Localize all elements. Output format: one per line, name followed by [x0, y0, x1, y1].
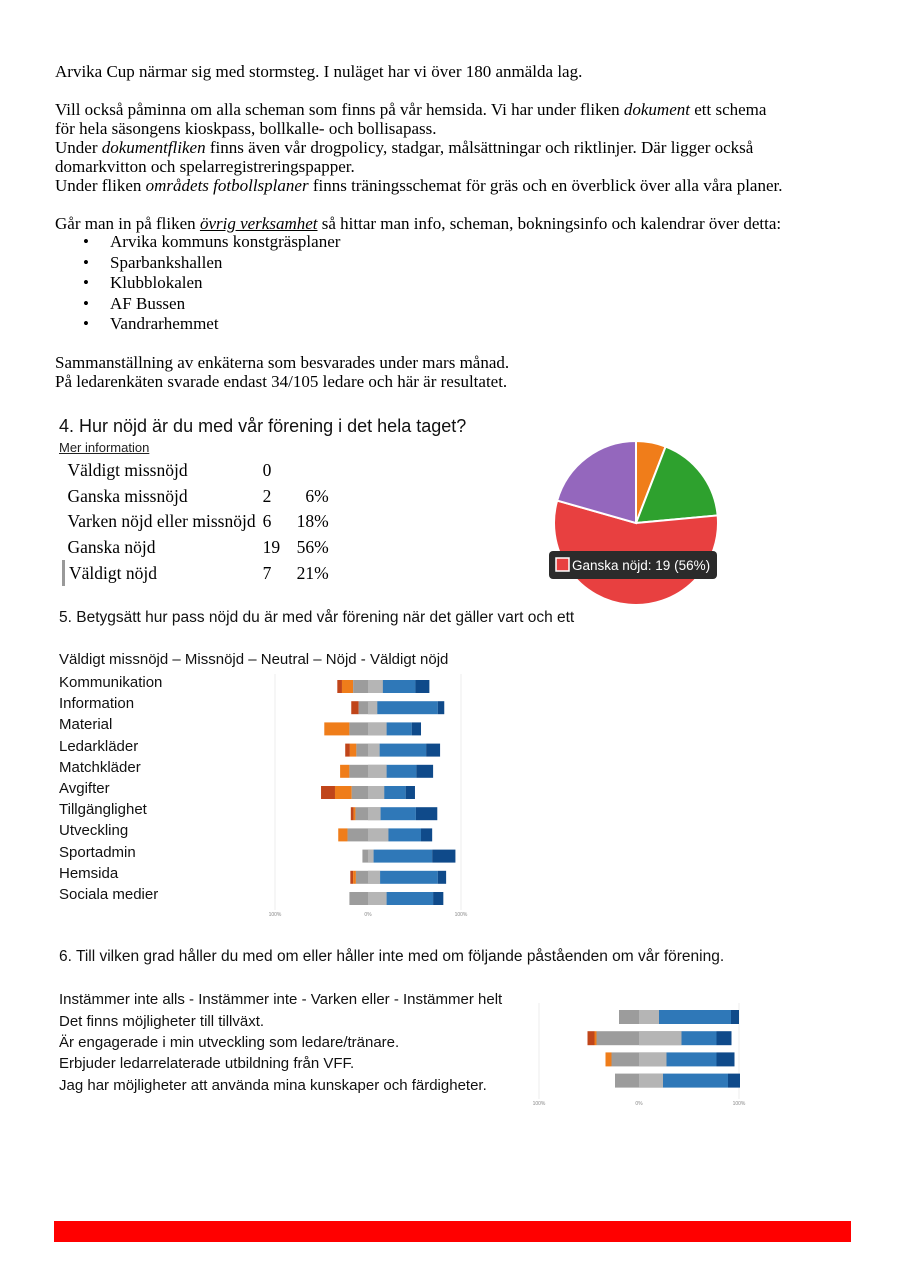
bar-segment [335, 786, 352, 799]
bar-segment-neutral-right [368, 871, 380, 884]
bar-segment [416, 765, 433, 778]
bar-segment-neutral-right [639, 1010, 659, 1024]
q6-scale-legend: Instämmer inte alls - Instämmer inte - Varken eller - Instämmer helt [59, 991, 503, 1008]
bar-segment [682, 1031, 717, 1045]
bar-segment [351, 807, 354, 820]
bar-segment [337, 680, 342, 693]
bar-segment [595, 1031, 597, 1045]
bar-segment-neutral-right [639, 1052, 667, 1066]
bar-segment-neutral-right [368, 765, 387, 778]
bar-segment [340, 765, 349, 778]
bar-segment-neutral-right [368, 850, 374, 863]
bar-segment [384, 786, 405, 799]
bar-segment [663, 1074, 728, 1088]
bar-segment [387, 892, 434, 905]
bar-segment [324, 722, 349, 735]
q5-row-label: Material [59, 716, 113, 734]
bar-segment [387, 765, 417, 778]
intro-paragraph-5: Går man in på fliken övrig verksamhet så hittar man info, scheman, bokningsinfo och kalendrar över detta: [55, 214, 782, 233]
list-item: • AF Bussen [55, 294, 340, 315]
table-row: Väldigt nöjd 7 21% [64, 560, 334, 586]
q5-row-label: Kommunikation [59, 674, 163, 691]
q5-row-label: Utveckling [59, 822, 129, 840]
bar-segment [338, 828, 347, 841]
q5-row-label: Hemsida [59, 864, 119, 882]
bar-segment [606, 1052, 612, 1066]
axis-tick-label: 100% [732, 1101, 746, 1107]
q5-row-label: Tillgänglighet [59, 801, 147, 819]
table-row: Ganska nöjd 19 56% [67, 537, 329, 558]
q4-pie-chart [540, 430, 740, 615]
q6-row-label: Är engagerade i min utveckling som ledare/tränare. [59, 1034, 400, 1052]
bar-segment [345, 744, 350, 757]
bar-segment [406, 786, 415, 799]
bar-segment-neutral-right [368, 828, 388, 841]
q5-row-label: Avgifter [59, 780, 110, 797]
bar-segment [659, 1010, 731, 1024]
bar-segment [374, 850, 433, 863]
pie-tooltip-label: Ganska nöjd: 19 (56%) [572, 558, 711, 573]
bar-segment [426, 744, 440, 757]
bar-segment-neutral-right [639, 1031, 682, 1045]
survey-intro-line-1: Sammanställning av enkäterna som besvarades under mars månad. [55, 353, 510, 372]
bar-segment [342, 680, 353, 693]
intro-text [55, 62, 855, 233]
bar-segment-neutral-right [368, 701, 377, 714]
bar-segment-neutral-right [368, 807, 381, 820]
list-item: • Sparbankshallen [55, 253, 340, 274]
pie-tooltip [549, 551, 717, 579]
bar-segment [350, 871, 353, 884]
bar-segment [353, 871, 356, 884]
axis-tick-label: 100% [268, 912, 282, 918]
bar-segment [387, 722, 412, 735]
q5-likert-chart [262, 674, 477, 922]
more-info-link[interactable]: Mer information [59, 440, 150, 455]
intro-paragraph-1: Arvika Cup närmar sig med stormsteg. I nuläget har vi över 180 anmälda lag. [55, 62, 583, 81]
bar-segment [728, 1074, 740, 1088]
bar-segment [351, 701, 358, 714]
list-item: • Klubblokalen [55, 273, 340, 294]
bar-segment [388, 828, 421, 841]
intro-paragraph-3: Under dokumentfliken finns även vår drogpolicy, stadgar, målsättningar och riktlinjer. Där ligger också domarkvitton och spelarregistreringspapper. [55, 138, 754, 176]
bar-segment-neutral-right [368, 786, 384, 799]
bar-segment [380, 744, 427, 757]
verksamhet-list [55, 232, 340, 335]
bar-segment-neutral-right [368, 680, 383, 693]
axis-tick-label: 0% [635, 1101, 643, 1107]
q6-title: 6. Till vilken grad håller du med om eller håller inte med om följande påståenden om vår förening. [59, 948, 725, 965]
bar-segment [381, 807, 416, 820]
q5-row-label: Information [59, 695, 135, 713]
q5-row-label: Sociala medier [59, 886, 159, 903]
table-row: Ganska missnöjd 2 6% [67, 485, 329, 506]
q5-row-label: Ledarkläder [59, 737, 139, 755]
axis-tick-label: 0% [364, 912, 372, 918]
q6-likert-chart [528, 1003, 750, 1109]
bar-segment-neutral-right [368, 722, 387, 735]
survey-intro [55, 353, 855, 391]
bar-segment-neutral-right [368, 892, 387, 905]
q6-row-label: Det finns möjligheter till tillväxt. [59, 1013, 265, 1030]
q5-row-label: Sportadmin [59, 843, 136, 861]
bar-segment [383, 680, 416, 693]
q6-row-label: Erbjuder ledarrelaterade utbildning från VFF. [59, 1055, 355, 1073]
table-row: Varken nöjd eller missnöjd 6 18% [67, 511, 329, 532]
q6-row-label: Jag har möjligheter att använda mina kunskaper och färdigheter. [59, 1076, 487, 1094]
bar-segment [667, 1052, 717, 1066]
intro-paragraph-2: Vill också påminna om alla scheman som finns på vår hemsida. Vi har under fliken dokument ett schema för hela säsongens kioskpass, bollkalle- och bollisapass. [55, 100, 767, 138]
bar-segment [432, 850, 455, 863]
bar-segment [321, 786, 335, 799]
bar-segment [412, 722, 421, 735]
bar-segment [717, 1031, 732, 1045]
bar-segment [354, 807, 356, 820]
q5-row-label: Matchkläder [59, 758, 141, 776]
q5-scale-legend: Väldigt missnöjd – Missnöjd – Neutral – Nöjd - Väldigt nöjd [59, 651, 449, 668]
list-item: • Vandrarhemmet [55, 314, 340, 335]
bar-segment [588, 1031, 595, 1045]
intro-paragraph-4: Under fliken områdets fotbollsplaner finns träningsschemat för gräs och en överblick över alla våra planer. [55, 176, 783, 195]
bar-segment [438, 871, 446, 884]
bar-segment-neutral-right [639, 1074, 663, 1088]
axis-tick-label: 100% [454, 912, 468, 918]
bar-segment [377, 701, 437, 714]
list-item: • Arvika kommuns konstgräsplaner [55, 232, 340, 253]
bar-segment [350, 744, 357, 757]
table-row: Väldigt missnöjd 0 [67, 460, 272, 481]
bar-segment [438, 701, 445, 714]
q4-title: 4. Hur nöjd är du med vår förening i det hela taget? [59, 416, 467, 436]
bar-segment [416, 807, 437, 820]
link-ovrig-verksamhet[interactable]: övrig verksamhet [199, 214, 318, 233]
bar-segment [731, 1010, 739, 1024]
bar-segment-neutral-right [368, 744, 380, 757]
survey-intro-line-2: På ledarenkäten svarade endast 34/105 ledare och här är resultatet. [55, 372, 508, 391]
bar-segment [421, 828, 432, 841]
axis-tick-label: 100% [532, 1101, 546, 1107]
q4-results-table [62, 458, 334, 586]
bar-segment [717, 1052, 735, 1066]
link-dokument: dokument [623, 100, 690, 119]
q5-title: 5. Betygsätt hur pass nöjd du är med vår förening när det gäller vart och ett [59, 609, 575, 626]
bar-segment [380, 871, 438, 884]
bar-segment [415, 680, 429, 693]
footer-red-bar [54, 1221, 851, 1242]
bar-segment [433, 892, 443, 905]
